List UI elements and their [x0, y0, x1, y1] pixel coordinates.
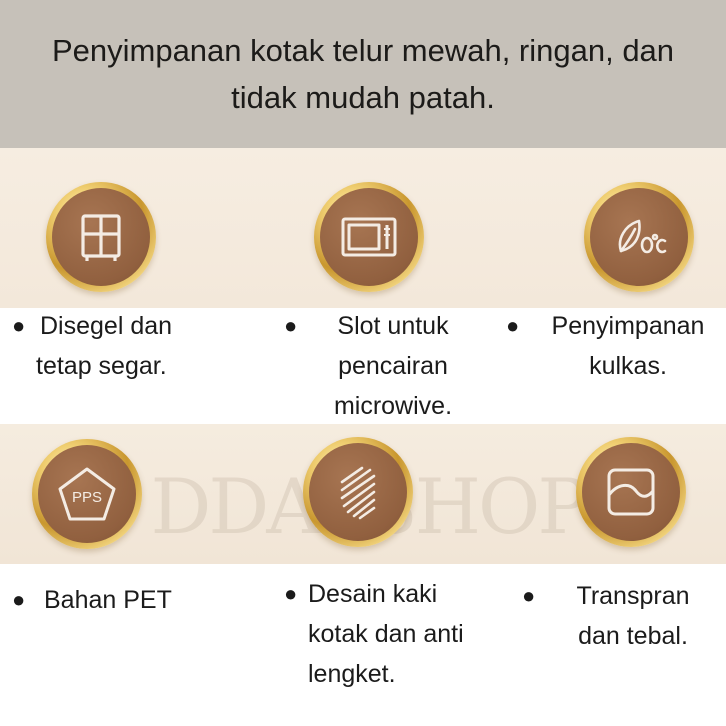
feature-4-medallion — [32, 439, 142, 549]
feature-1-text — [8, 306, 218, 386]
feature-1-medallion — [46, 182, 156, 292]
header-banner — [0, 0, 726, 148]
bullet: ● — [522, 583, 536, 608]
feature-5-medallion — [303, 437, 413, 547]
bullet: ● — [284, 581, 298, 606]
feature-5-text — [282, 574, 512, 694]
feature-6-line-1: Transpran — [576, 582, 690, 610]
pps-label: PPS — [71, 489, 103, 506]
leaf-zero-degree-icon — [607, 207, 671, 267]
microwave-icon — [337, 207, 401, 267]
bullet: ● — [12, 587, 26, 612]
feature-3-line-2: kulkas. — [589, 352, 667, 380]
feature-3-line-1: Penyimpanan — [551, 312, 705, 340]
pps-pentagon-icon — [54, 463, 120, 525]
refrigerator-icon — [71, 207, 131, 267]
feature-2-text — [280, 306, 480, 426]
feature-6-line-2: dan tebal. — [578, 622, 688, 650]
feature-4-line-1: Bahan PET — [44, 586, 172, 614]
feature-1-line-2: tetap segar. — [36, 352, 167, 380]
transparent-wave-square-icon — [600, 461, 662, 523]
feature-5-line-3: lengket. — [308, 660, 396, 688]
bullet: ● — [12, 313, 26, 338]
feature-4-text — [8, 580, 228, 620]
feature-5-line-1: Desain kaki — [308, 580, 438, 608]
feature-6-text — [520, 576, 720, 656]
diagonal-stripes-icon — [326, 460, 390, 524]
feature-3-medallion — [584, 182, 694, 292]
bullet: ● — [506, 313, 520, 338]
feature-1-line-1: Disegel dan — [40, 312, 173, 340]
feature-2-line-3: microwive. — [333, 392, 453, 420]
feature-6-medallion — [576, 437, 686, 547]
feature-2-medallion — [314, 182, 424, 292]
feature-2-line-1: Slot untuk — [337, 312, 449, 340]
feature-2-line-2: pencairan — [338, 352, 448, 380]
bullet: ● — [284, 313, 298, 338]
feature-5-line-2: kotak dan anti — [308, 620, 464, 648]
feature-3-text — [504, 306, 722, 386]
page-title: Penyimpanan kotak telur mewah, ringan, dan tidak mudah patah. — [51, 33, 675, 115]
